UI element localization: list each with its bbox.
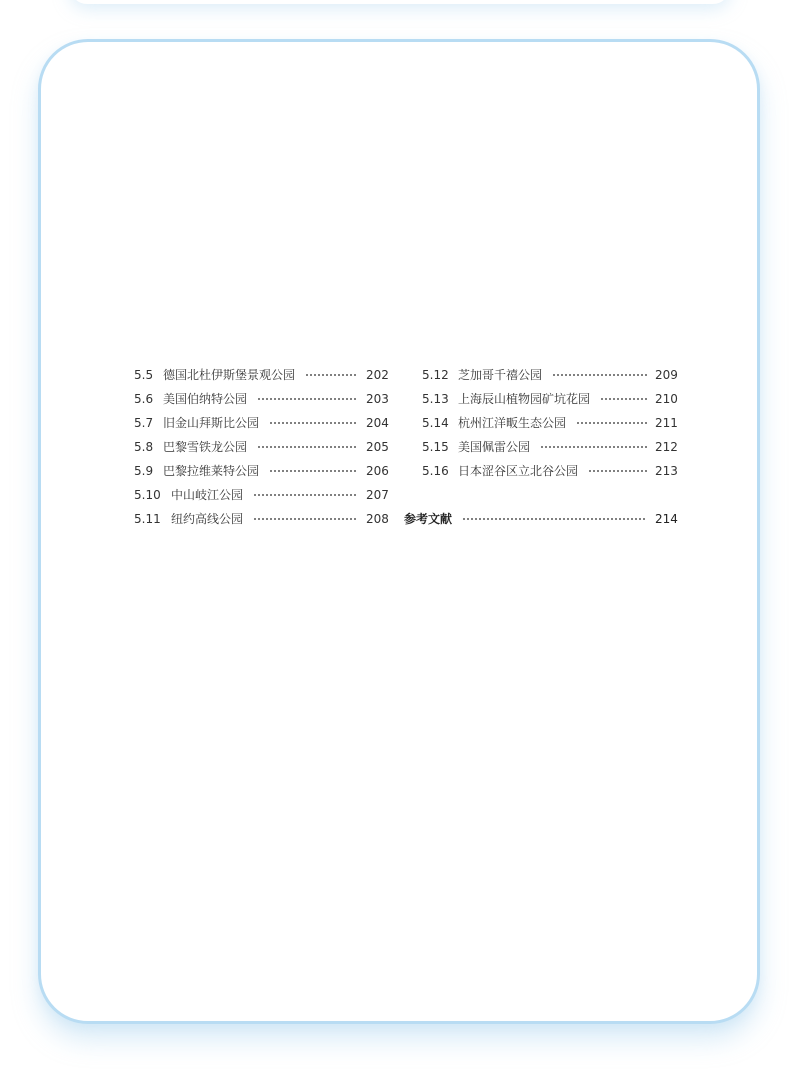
toc-entry-number: 5.5 (134, 368, 154, 382)
toc-entry[interactable] (134, 365, 388, 385)
toc-entry-title: 上海辰山植物园矿坑花园 (458, 392, 591, 406)
toc-entry-page: 213 (655, 464, 678, 478)
toc-entry[interactable] (134, 413, 388, 433)
toc-entry[interactable] (134, 461, 388, 481)
dot-leader (257, 398, 358, 400)
toc-entry-number: 5.13 (422, 392, 449, 406)
toc-references-entry[interactable] (404, 509, 677, 529)
toc-entry[interactable] (422, 389, 677, 409)
references-title: 参考文献 (404, 512, 453, 526)
toc-entry-page: 203 (366, 392, 389, 406)
dot-leader (269, 470, 358, 472)
dot-leader (253, 518, 358, 520)
toc-entry[interactable] (422, 365, 677, 385)
toc-entry-number: 5.8 (134, 440, 154, 454)
toc-entry-number: 5.7 (134, 416, 154, 430)
dot-leader (540, 446, 647, 448)
toc-entry[interactable] (422, 437, 677, 457)
toc-entry-title: 巴黎拉维莱特公园 (163, 464, 260, 478)
dot-leader (588, 470, 647, 472)
dot-leader (552, 374, 647, 376)
dot-leader (600, 398, 647, 400)
toc-entry-page: 202 (366, 368, 389, 382)
toc-entry-page: 205 (366, 440, 389, 454)
toc-entry[interactable] (134, 389, 388, 409)
toc-entry-number: 5.12 (422, 368, 449, 382)
dot-leader (253, 494, 358, 496)
toc-entry-title: 中山岐江公园 (171, 488, 244, 502)
toc-entry[interactable] (134, 509, 388, 529)
toc-entry-title: 旧金山拜斯比公园 (163, 416, 260, 430)
toc-entry-page: 207 (366, 488, 389, 502)
toc-entry-title: 美国佩雷公园 (458, 440, 531, 454)
toc-entry-title: 美国伯纳特公园 (163, 392, 248, 406)
toc-entry-number: 5.15 (422, 440, 449, 454)
toc-entry[interactable] (134, 437, 388, 457)
top-shadow-decoration (70, 0, 730, 4)
toc-entry-page: 208 (366, 512, 389, 526)
toc-entry-title: 德国北杜伊斯堡景观公园 (163, 368, 296, 382)
toc-entry[interactable] (422, 461, 677, 481)
toc-entry-page: 206 (366, 464, 389, 478)
toc-entry-number: 5.6 (134, 392, 154, 406)
dot-leader (462, 518, 647, 520)
toc-entry-number: 5.14 (422, 416, 449, 430)
toc-entry-page: 211 (655, 416, 678, 430)
toc-entry-title: 日本涩谷区立北谷公园 (458, 464, 579, 478)
toc-entry-number: 5.9 (134, 464, 154, 478)
toc-entry[interactable] (422, 413, 677, 433)
toc-entry[interactable] (134, 485, 388, 505)
table-of-contents (134, 365, 677, 533)
toc-entry-number: 5.10 (134, 488, 161, 502)
toc-entry-page: 209 (655, 368, 678, 382)
references-page: 214 (655, 512, 678, 526)
dot-leader (305, 374, 358, 376)
toc-entry-title: 巴黎雪铁龙公园 (163, 440, 248, 454)
toc-entry-title: 纽约高线公园 (171, 512, 244, 526)
dot-leader (269, 422, 358, 424)
toc-entry-page: 204 (366, 416, 389, 430)
toc-entry-number: 5.16 (422, 464, 449, 478)
toc-entry-page: 210 (655, 392, 678, 406)
toc-entry-page: 212 (655, 440, 678, 454)
toc-entry-title: 芝加哥千禧公园 (458, 368, 543, 382)
dot-leader (576, 422, 647, 424)
dot-leader (257, 446, 358, 448)
toc-entry-number: 5.11 (134, 512, 161, 526)
toc-entry-title: 杭州江洋畈生态公园 (458, 416, 567, 430)
